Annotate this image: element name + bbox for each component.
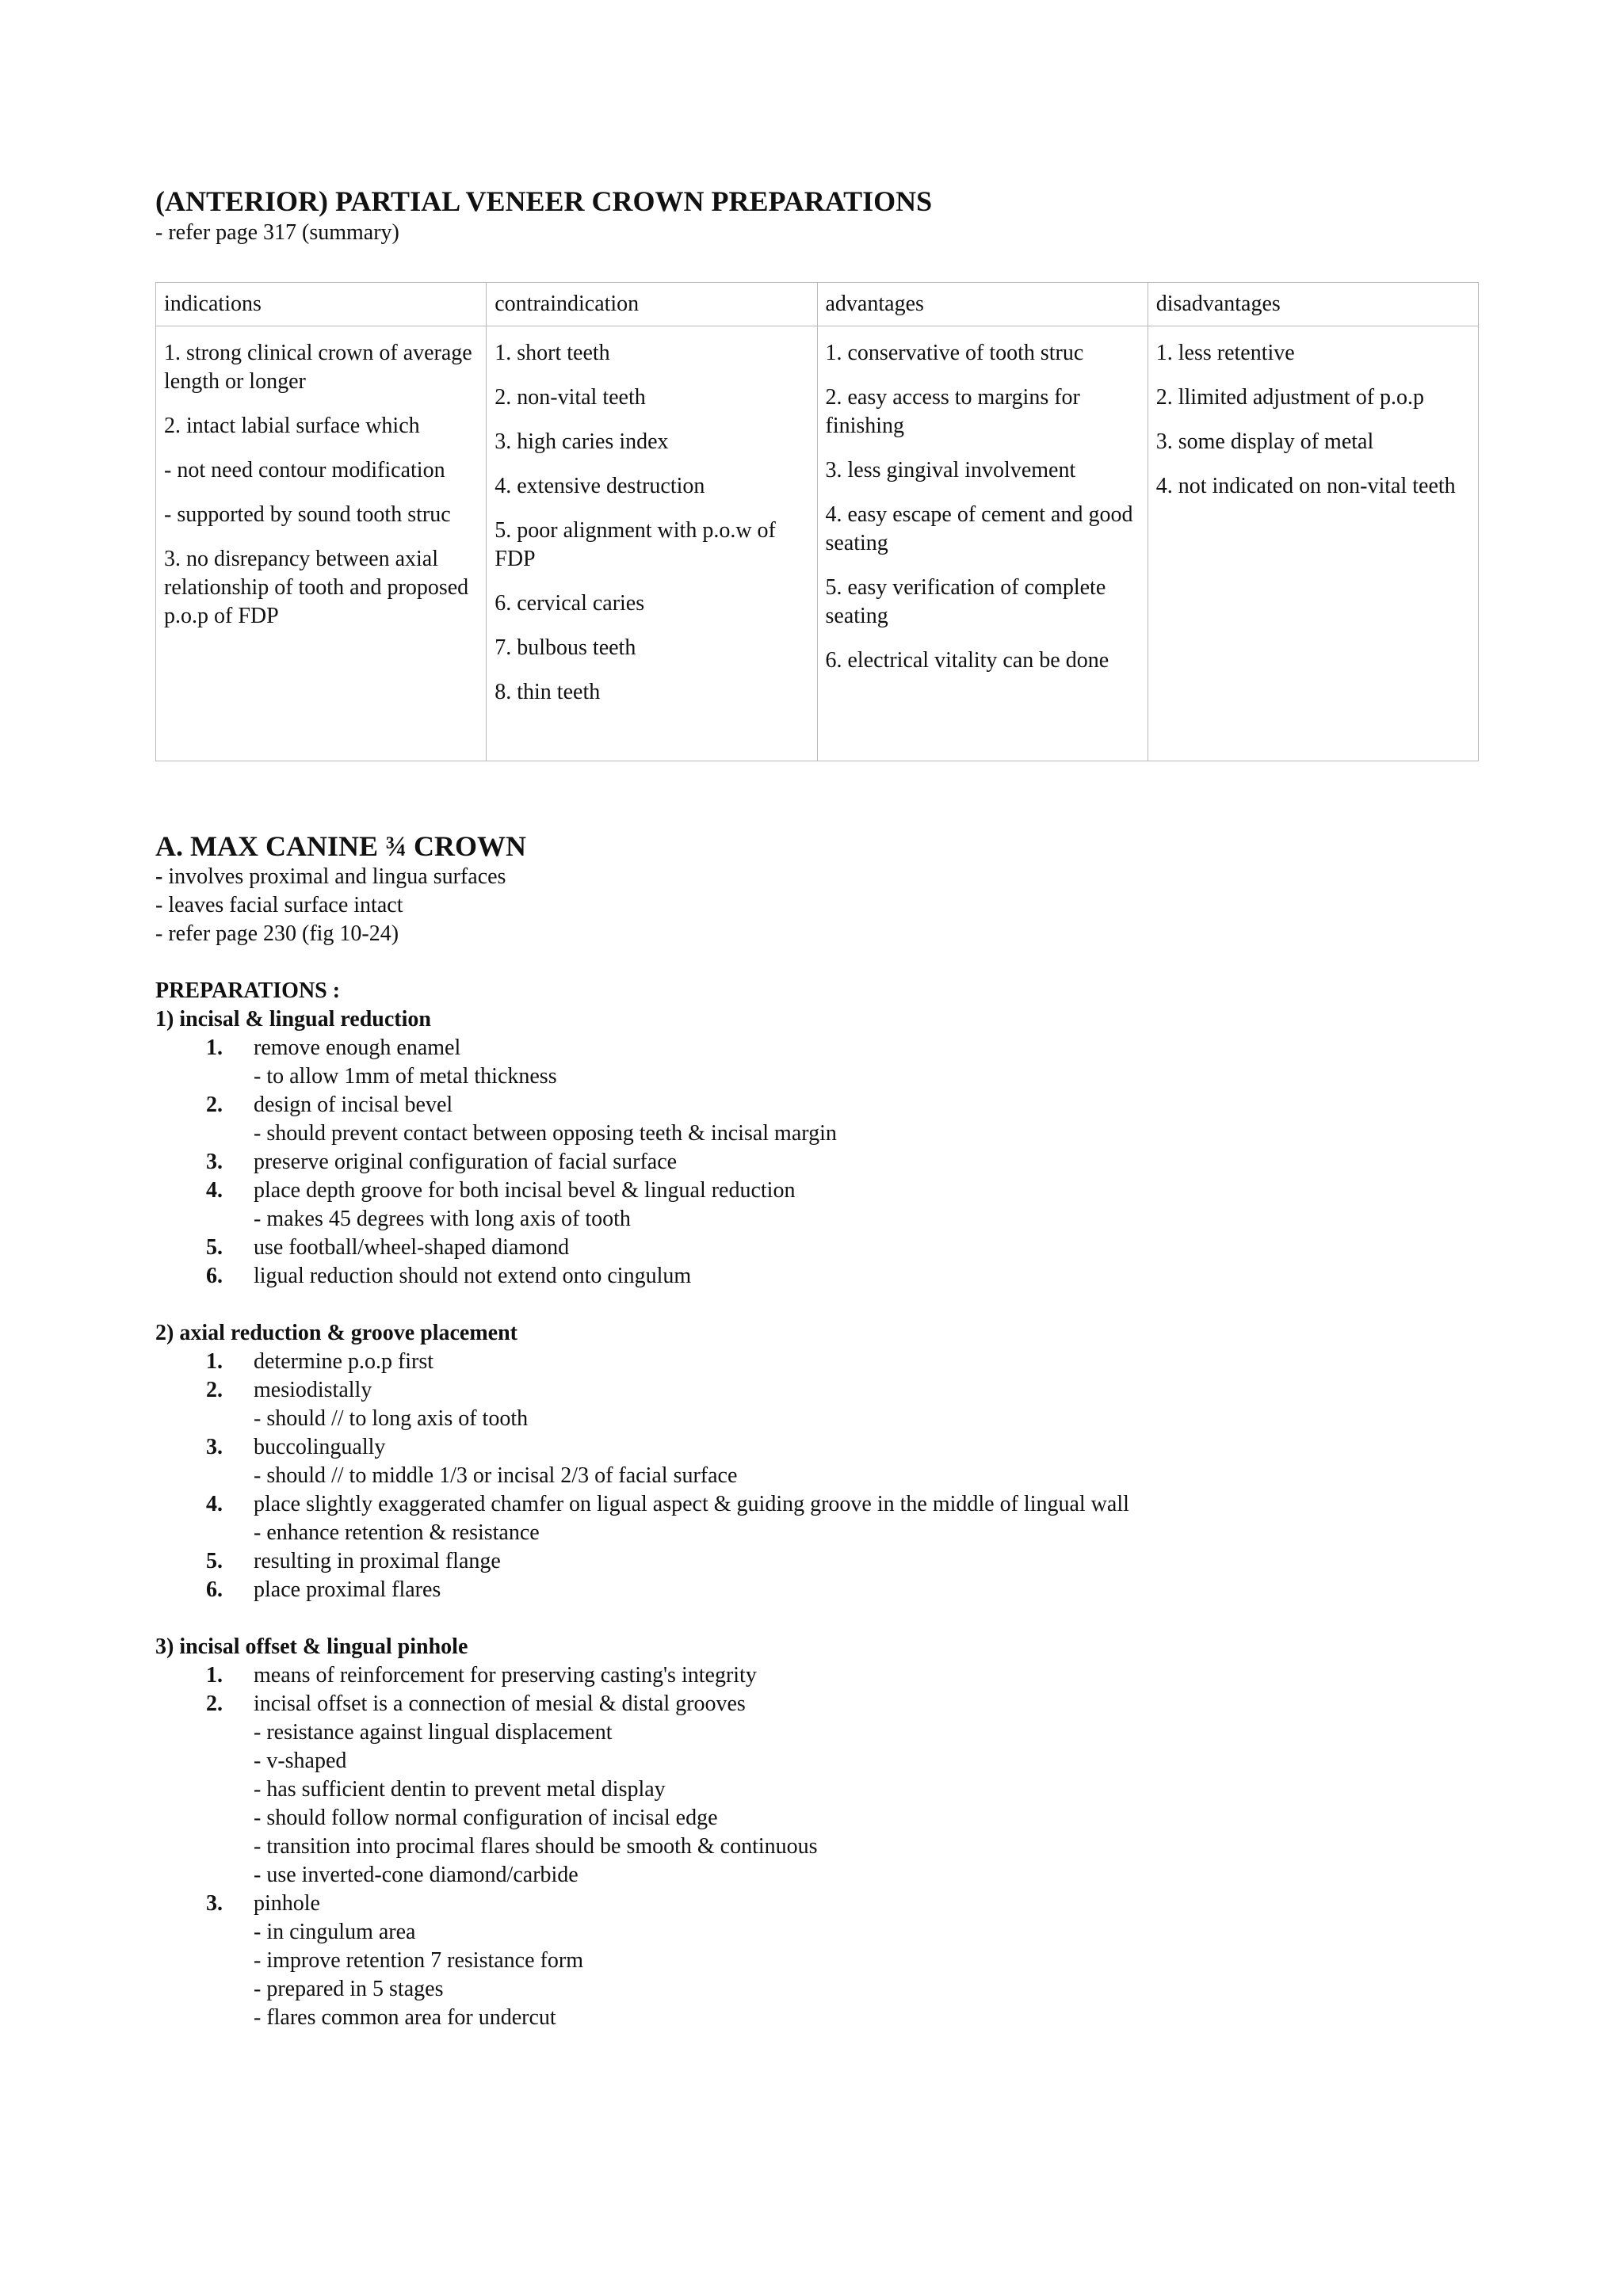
section-a-line-2: - leaves facial surface intact bbox=[155, 893, 403, 917]
table-cell-item: - supported by sound tooth struc bbox=[164, 502, 451, 527]
step-note: - should // to long axis of tooth bbox=[254, 1406, 529, 1431]
section-a-dash: - bbox=[155, 864, 163, 889]
step-note: - enhance retention & resistance bbox=[254, 1520, 540, 1545]
table-cell-item: 3. high caries index bbox=[495, 429, 669, 454]
advantages-cell bbox=[817, 326, 1148, 761]
step-note: - to allow 1mm of metal thickness bbox=[254, 1064, 557, 1089]
step-note: - should // to middle 1/3 or incisal 2/3 of facial surface bbox=[254, 1463, 738, 1488]
step-note: - makes 45 degrees with long axis of tooth bbox=[254, 1207, 631, 1231]
heading-reference: - refer page 317 (summary) bbox=[155, 220, 399, 245]
preparations-title: PREPARATIONS : bbox=[155, 978, 341, 1003]
table-cell-item: 3. less gingival involvement bbox=[825, 458, 1076, 482]
document-page bbox=[155, 184, 1479, 2032]
step-text: place depth groove for both incisal bevel & lingual reduction bbox=[254, 1178, 796, 1203]
table-cell-item: 8. thin teeth bbox=[495, 680, 601, 704]
disadvantages-cell bbox=[1148, 326, 1478, 761]
preparation-subsections bbox=[155, 1005, 1479, 2032]
step-number: 2. bbox=[206, 1691, 223, 1716]
table-cell-item: 7. bulbous teeth bbox=[495, 635, 636, 660]
step-item bbox=[155, 1690, 1479, 1890]
table-cell-item: 1. conservative of tooth struc bbox=[825, 341, 1084, 365]
step-text: use football/wheel-shaped diamond bbox=[254, 1235, 570, 1260]
step-text: determine p.o.p first bbox=[254, 1349, 434, 1374]
section-a-line-1 bbox=[155, 863, 1479, 891]
step-number: 2. bbox=[206, 1093, 223, 1117]
step-number: 4. bbox=[206, 1492, 223, 1516]
step-number: 4. bbox=[206, 1178, 223, 1203]
section-a-line-1-text: involves proximal and lingua surfaces bbox=[162, 864, 506, 889]
step-item bbox=[155, 1348, 1479, 1376]
step-list bbox=[155, 1661, 1479, 2032]
step-text: ligual reduction should not extend onto cingulum bbox=[254, 1264, 692, 1288]
step-number: 2. bbox=[206, 1378, 223, 1402]
step-item bbox=[155, 1148, 1479, 1177]
step-note: - v-shaped bbox=[254, 1749, 347, 1773]
indications-cell bbox=[156, 326, 487, 761]
step-note: - improve retention 7 resistance form bbox=[254, 1948, 583, 1973]
step-item bbox=[155, 1661, 1479, 1690]
step-note: - flares common area for undercut bbox=[254, 2005, 556, 2030]
step-text: means of reinforcement for preserving casting's integrity bbox=[254, 1663, 757, 1688]
step-number: 3. bbox=[206, 1891, 223, 1916]
step-item bbox=[155, 1576, 1479, 1604]
step-number: 5. bbox=[206, 1549, 223, 1573]
table-header-row bbox=[156, 283, 1479, 326]
subsection-title: 2) axial reduction & groove placement bbox=[155, 1321, 518, 1345]
table-cell-item: 2. llimited adjustment of p.o.p bbox=[1155, 385, 1425, 410]
step-number: 1. bbox=[206, 1349, 223, 1374]
contraindication-cell bbox=[487, 326, 817, 761]
indications-table bbox=[155, 282, 1479, 761]
table-cell-item: 6. electrical vitality can be done bbox=[825, 648, 1109, 673]
step-text: incisal offset is a connection of mesial & distal grooves bbox=[254, 1691, 746, 1716]
step-text: design of incisal bevel bbox=[254, 1093, 453, 1117]
table-cell-item: 6. cervical caries bbox=[495, 591, 645, 616]
header-indications: indications bbox=[156, 283, 487, 326]
step-item bbox=[155, 1262, 1479, 1291]
header-contraindication: contraindication bbox=[487, 283, 817, 326]
section-a-line-3: - refer page 230 (fig 10-24) bbox=[155, 921, 399, 946]
step-note: - use inverted-cone diamond/carbide bbox=[254, 1863, 579, 1887]
step-note: - resistance against lingual displacement bbox=[254, 1720, 613, 1745]
step-number: 6. bbox=[206, 1577, 223, 1602]
step-text: pinhole bbox=[254, 1891, 320, 1916]
step-item bbox=[155, 1234, 1479, 1262]
table-cell-item: 2. easy access to margins for finishing bbox=[825, 385, 1080, 438]
step-text: place proximal flares bbox=[254, 1577, 441, 1602]
step-list bbox=[155, 1348, 1479, 1604]
header-advantages: advantages bbox=[817, 283, 1148, 326]
step-text: buccolingually bbox=[254, 1435, 386, 1459]
step-text: remove enough enamel bbox=[254, 1035, 461, 1060]
table-cell-item: 2. non-vital teeth bbox=[495, 385, 646, 410]
table-cell-item: - not need contour modification bbox=[164, 458, 445, 482]
step-note: - should prevent contact between opposing teeth & incisal margin bbox=[254, 1121, 837, 1146]
table-cell-item: 1. short teeth bbox=[495, 341, 610, 365]
step-item bbox=[155, 1376, 1479, 1433]
step-text: place slightly exaggerated chamfer on ligual aspect & guiding groove in the middle of lingual wall bbox=[254, 1492, 1129, 1516]
step-note: - should follow normal configuration of incisal edge bbox=[254, 1806, 718, 1830]
step-note: - transition into procimal flares should be smooth & continuous bbox=[254, 1834, 818, 1859]
step-number: 3. bbox=[206, 1150, 223, 1174]
table-cell-item: 1. strong clinical crown of average length or longer bbox=[164, 341, 472, 394]
table-body-row bbox=[156, 326, 1479, 761]
step-item bbox=[155, 1490, 1479, 1547]
subsection-title: 1) incisal & lingual reduction bbox=[155, 1007, 431, 1032]
step-note: - in cingulum area bbox=[254, 1920, 416, 1944]
table-cell-item: 2. intact labial surface which bbox=[164, 414, 420, 438]
step-text: resulting in proximal flange bbox=[254, 1549, 501, 1573]
table-cell-item: 5. poor alignment with p.o.w of FDP bbox=[495, 518, 776, 571]
header-disadvantages: disadvantages bbox=[1148, 283, 1478, 326]
step-note: - prepared in 5 stages bbox=[254, 1977, 444, 2001]
step-text: mesiodistally bbox=[254, 1378, 372, 1402]
subsection-title: 3) incisal offset & lingual pinhole bbox=[155, 1634, 468, 1659]
table-cell-item: 4. extensive destruction bbox=[495, 474, 705, 498]
step-item bbox=[155, 1034, 1479, 1091]
step-number: 6. bbox=[206, 1264, 223, 1288]
step-item bbox=[155, 1091, 1479, 1148]
step-note: - has sufficient dentin to prevent metal display bbox=[254, 1777, 666, 1802]
table-cell-item: 1. less retentive bbox=[1155, 341, 1295, 365]
page-heading: (ANTERIOR) PARTIAL VENEER CROWN PREPARATIONS bbox=[155, 185, 933, 217]
step-number: 1. bbox=[206, 1663, 223, 1688]
table-cell-item: 4. not indicated on non-vital teeth bbox=[1155, 474, 1456, 498]
table-cell-item: 5. easy verification of complete seating bbox=[825, 575, 1106, 628]
step-item bbox=[155, 1177, 1479, 1234]
table-cell-item: 3. no disrepancy between axial relationship of tooth and proposed p.o.p of FDP bbox=[164, 547, 469, 628]
step-item bbox=[155, 1890, 1479, 2032]
step-number: 1. bbox=[206, 1035, 223, 1060]
step-number: 5. bbox=[206, 1235, 223, 1260]
table-cell-item: 3. some display of metal bbox=[1155, 429, 1374, 454]
section-a-title: A. MAX CANINE ¾ CROWN bbox=[155, 830, 526, 862]
table-cell-item: 4. easy escape of cement and good seating bbox=[825, 502, 1133, 555]
step-item bbox=[155, 1433, 1479, 1490]
step-text: preserve original configuration of facial surface bbox=[254, 1150, 678, 1174]
step-list bbox=[155, 1034, 1479, 1291]
step-number: 3. bbox=[206, 1435, 223, 1459]
step-item bbox=[155, 1547, 1479, 1576]
